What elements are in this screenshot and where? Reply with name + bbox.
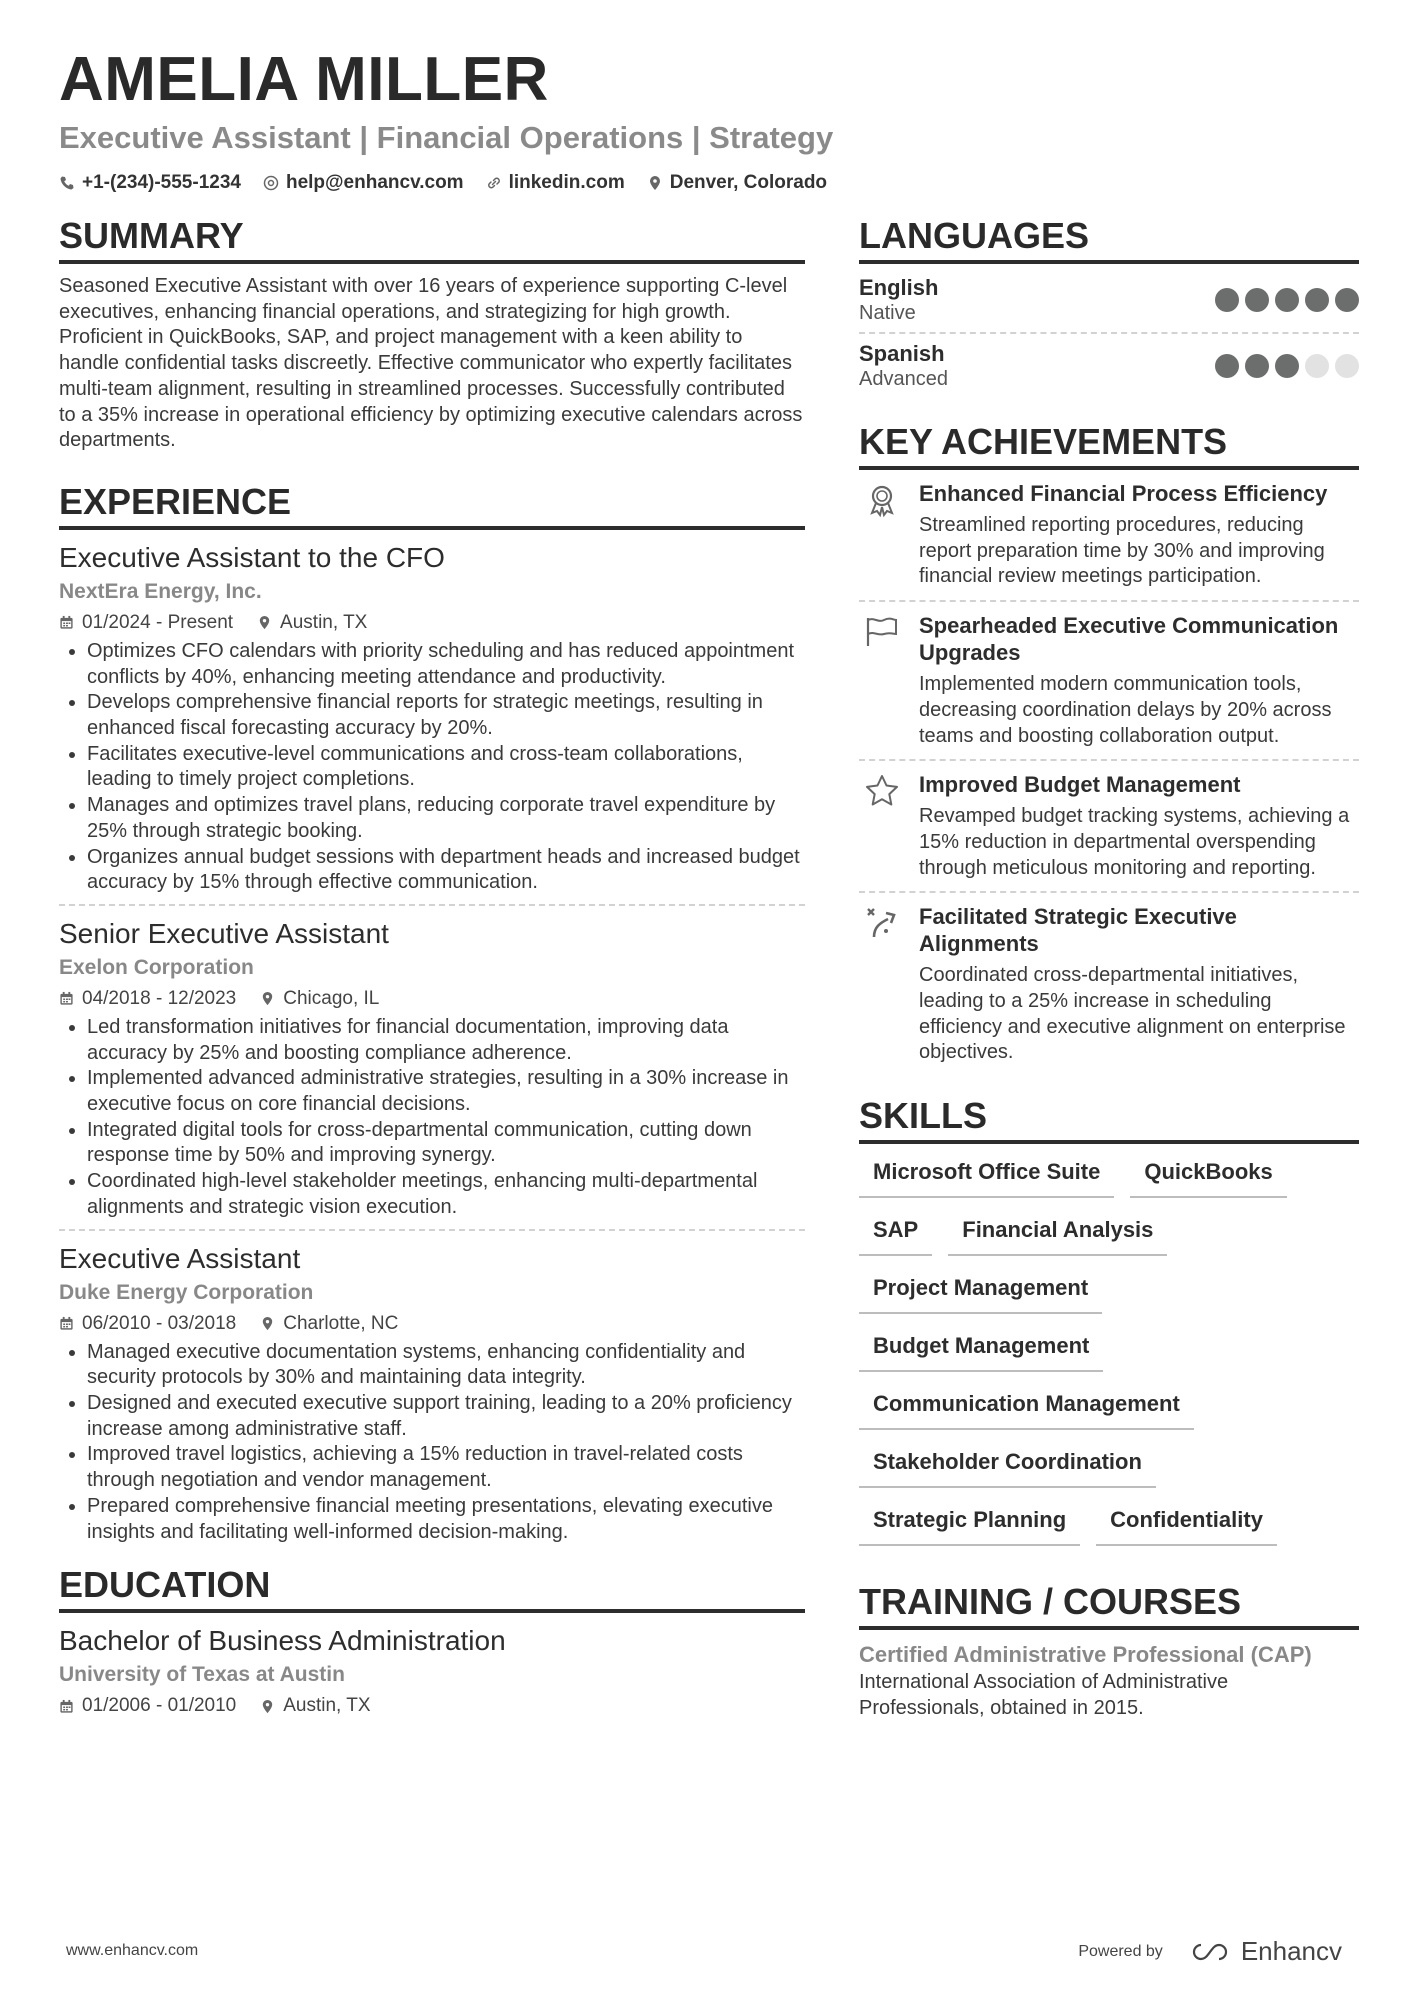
job-location xyxy=(257,609,367,637)
skill-tag: Strategic Planning xyxy=(859,1502,1080,1546)
job-entry xyxy=(59,1241,805,1554)
rating-dot-filled xyxy=(1305,288,1329,312)
rating-dot-empty xyxy=(1335,354,1359,378)
location-pin-icon xyxy=(260,1699,275,1714)
job-location xyxy=(260,1310,398,1338)
course-text: International Association of Administrative Professionals, obtained in 2015. xyxy=(859,1671,1229,1719)
job-entry xyxy=(59,540,805,906)
language-level: Native xyxy=(859,302,916,324)
job-location-text: Austin, TX xyxy=(280,611,368,633)
job-bullet: • Organizes annual budget sessions with department heads and increased budget accuracy by 15% through effective communication. xyxy=(87,845,805,896)
achievement-item xyxy=(859,893,1359,1076)
job-bullet: • Coordinated high-level stakeholder meetings, enhancing multi-departmental alignments and strategic vision execution. xyxy=(87,1169,805,1220)
education-location xyxy=(260,1692,370,1720)
education-heading: EDUCATION xyxy=(59,1563,805,1613)
language-item xyxy=(859,334,1359,398)
achievement-title: Improved Budget Management xyxy=(919,772,1241,798)
skill-tag: Budget Management xyxy=(859,1328,1103,1372)
job-bullet: • Optimizes CFO calendars with priority scheduling and has reduced appointment conflicts by 40%, enhancing meeting attendance and productivity. xyxy=(87,639,805,690)
degree-title: Bachelor of Business Administration xyxy=(59,1625,506,1657)
job-bullet: • Improved travel logistics, achieving a 15% reduction in travel-related costs through negotiation and vendor management. xyxy=(87,1442,805,1493)
language-rating xyxy=(1215,354,1359,378)
job-dates-text: 04/2018 - 12/2023 xyxy=(82,987,237,1009)
left-column xyxy=(59,214,805,1720)
brand-name: Enhancv xyxy=(1240,1936,1342,1966)
company-name: Duke Energy Corporation xyxy=(59,1280,314,1304)
job-bullets xyxy=(59,1340,805,1546)
contact-location xyxy=(647,172,827,194)
school-name: University of Texas at Austin xyxy=(59,1663,345,1687)
language-item xyxy=(859,268,1359,334)
rating-dot-empty xyxy=(1305,354,1329,378)
education-section xyxy=(59,1563,805,1720)
job-dates-text: 01/2024 - Present xyxy=(82,611,234,633)
job-meta xyxy=(59,985,805,1013)
job-bullet: • Prepared comprehensive financial meeting presentations, elevating executive insights and facilitating well-informed decision-making. xyxy=(87,1494,805,1545)
achievement-title: Enhanced Financial Process Efficiency xyxy=(919,481,1328,506)
email-text: help@enhancv.com xyxy=(285,172,464,193)
job-bullet: • Develops comprehensive financial reports for strategic meetings, resulting in enhanced fiscal forecasting accuracy by 20%. xyxy=(87,690,805,741)
calendar-icon xyxy=(59,615,74,630)
achievement-icon-wrap xyxy=(859,771,905,881)
flag-icon xyxy=(864,614,900,650)
skill-tag: Project Management xyxy=(859,1270,1102,1314)
job-bullet: • Manages and optimizes travel plans, reducing corporate travel expenditure by 25% through strategic booking. xyxy=(87,793,805,844)
location-pin-icon xyxy=(257,615,272,630)
course-title: Certified Administrative Professional (CAP) xyxy=(859,1642,1312,1668)
achievement-item xyxy=(859,470,1359,602)
contact-bar xyxy=(59,172,1359,194)
education-location-text: Austin, TX xyxy=(283,1695,371,1717)
award-ribbon-icon xyxy=(864,482,900,518)
rating-dot-filled xyxy=(1275,354,1299,378)
job-entry xyxy=(59,916,805,1231)
location-text: Denver, Colorado xyxy=(669,172,828,193)
company-name: Exelon Corporation xyxy=(59,955,254,979)
job-dates-text: 06/2010 - 03/2018 xyxy=(82,1312,237,1334)
achievement-text: Streamlined reporting procedures, reducing report preparation time by 30% and improving financial review meetings participation. xyxy=(919,514,1325,588)
job-location-text: Chicago, IL xyxy=(283,987,380,1009)
skill-tag: Financial Analysis xyxy=(948,1212,1167,1256)
enhancv-logo[interactable] xyxy=(1187,1936,1342,1967)
languages-section xyxy=(859,214,1359,398)
achievement-icon-wrap xyxy=(859,612,905,749)
language-level: Advanced xyxy=(859,368,948,390)
languages-heading: LANGUAGES xyxy=(859,214,1359,264)
job-bullet: • Implemented advanced administrative strategies, resulting in a 30% increase in executive focus on core financial decisions. xyxy=(87,1066,805,1117)
achievement-item xyxy=(859,602,1359,761)
job-bullet: • Designed and executed executive support training, leading to a 20% proficiency increase among administrative staff. xyxy=(87,1391,805,1442)
job-location xyxy=(260,985,379,1013)
summary-text: Seasoned Executive Assistant with over 16 years of experience supporting C-level executives, enhancing financial operations, and strategizing for high growth. Proficient in QuickBooks, SAP, and project management with a keen ability to handle confidential tasks discreetly. Effective communicator who expertly facilitates multi-team alignment, resulting in streamlined processes. Successfully contributed to a 35% increase in operational efficiency by optimizing executive calendars across departments. xyxy=(59,275,803,452)
job-bullet: • Led transformation initiatives for financial documentation, improving data accuracy by 25% and boosting compliance adherence. xyxy=(87,1015,805,1066)
language-name: English xyxy=(859,275,939,300)
rating-dot-filled xyxy=(1215,354,1239,378)
phone-text: +1-(234)-555-1234 xyxy=(82,172,241,193)
linkedin-text: linkedin.com xyxy=(508,172,625,193)
skill-tag: QuickBooks xyxy=(1130,1154,1286,1198)
location-pin-icon xyxy=(260,1316,275,1331)
location-pin-icon xyxy=(647,175,663,191)
achievement-icon-wrap xyxy=(859,480,905,590)
job-title: Executive Assistant xyxy=(59,1242,301,1274)
summary-heading: SUMMARY xyxy=(59,214,805,264)
achievements-heading: KEY ACHIEVEMENTS xyxy=(859,420,1359,470)
job-dates xyxy=(59,1310,236,1338)
contact-phone[interactable] xyxy=(59,172,241,194)
footer-website[interactable]: www.enhancv.com xyxy=(66,1942,199,1959)
achievement-text: Implemented modern communication tools, decreasing coordination delays by 20% across teams and boosting collaboration output. xyxy=(919,673,1332,747)
skill-tag: Stakeholder Coordination xyxy=(859,1444,1156,1488)
job-bullets xyxy=(59,639,805,896)
education-dates xyxy=(59,1692,236,1720)
job-meta xyxy=(59,609,805,637)
job-bullet: • Facilitates executive-level communications and cross-team collaborations, leading to timely project completions. xyxy=(87,742,805,793)
job-bullets xyxy=(59,1015,805,1221)
rating-dot-filled xyxy=(1245,354,1269,378)
powered-by-text: Powered by xyxy=(1078,1942,1163,1960)
education-dates-text: 01/2006 - 01/2010 xyxy=(82,1695,237,1717)
skill-tag: Microsoft Office Suite xyxy=(859,1154,1114,1198)
job-dates xyxy=(59,985,236,1013)
candidate-name: AMELIA MILLER xyxy=(59,45,549,114)
job-title: Senior Executive Assistant xyxy=(59,917,389,949)
achievement-icon-wrap xyxy=(859,903,905,1066)
phone-icon xyxy=(59,175,75,191)
achievements-section xyxy=(859,420,1359,1076)
experience-heading: EXPERIENCE xyxy=(59,480,805,530)
job-dates xyxy=(59,609,233,637)
at-icon xyxy=(263,175,279,191)
language-name: Spanish xyxy=(859,341,945,366)
job-meta xyxy=(59,1310,805,1338)
job-bullet: • Managed executive documentation systems, enhancing confidentiality and security protocols by 30% and maintaining data integrity. xyxy=(87,1340,805,1391)
rating-dot-filled xyxy=(1245,288,1269,312)
training-section xyxy=(859,1580,1359,1721)
skill-tag: Communication Management xyxy=(859,1386,1194,1430)
job-title: Executive Assistant to the CFO xyxy=(59,541,445,573)
headline: Executive Assistant | Financial Operations | Strategy xyxy=(59,120,834,155)
calendar-icon xyxy=(59,1316,74,1331)
education-meta xyxy=(59,1692,805,1720)
job-location-text: Charlotte, NC xyxy=(283,1312,399,1334)
achievement-item xyxy=(859,761,1359,893)
language-rating xyxy=(1215,288,1359,312)
skills-section xyxy=(859,1094,1359,1546)
skills-heading: SKILLS xyxy=(859,1094,1359,1144)
resume-header xyxy=(59,44,1359,194)
contact-linkedin[interactable] xyxy=(486,172,625,194)
enhancv-logo-icon xyxy=(1187,1940,1233,1964)
skill-tag: Confidentiality xyxy=(1096,1502,1277,1546)
link-icon xyxy=(486,175,502,191)
strategy-path-icon xyxy=(864,905,900,941)
rating-dot-filled xyxy=(1335,288,1359,312)
right-column xyxy=(859,214,1359,1722)
calendar-icon xyxy=(59,991,74,1006)
company-name: NextEra Energy, Inc. xyxy=(59,579,262,603)
summary-section xyxy=(59,214,805,454)
experience-section xyxy=(59,480,805,1553)
rating-dot-filled xyxy=(1275,288,1299,312)
star-icon xyxy=(864,773,900,809)
footer-branding xyxy=(1078,1936,1342,1967)
achievement-text: Revamped budget tracking systems, achieving a 15% reduction in departmental overspending through meticulous monitoring and reporting. xyxy=(919,805,1350,879)
achievement-title: Spearheaded Executive Communication Upgrades xyxy=(919,613,1339,666)
contact-email[interactable] xyxy=(263,172,464,194)
job-bullet: • Integrated digital tools for cross-departmental communication, cutting down response time by 50% and improving synergy. xyxy=(87,1118,805,1169)
rating-dot-filled xyxy=(1215,288,1239,312)
training-heading: TRAINING / COURSES xyxy=(859,1580,1359,1630)
achievement-text: Coordinated cross-departmental initiatives, leading to a 25% increase in scheduling efficiency and executive alignment on enterprise objectives. xyxy=(919,964,1346,1064)
achievement-title: Facilitated Strategic Executive Alignments xyxy=(919,904,1237,957)
calendar-icon xyxy=(59,1699,74,1714)
location-pin-icon xyxy=(260,991,275,1006)
skill-tag: SAP xyxy=(859,1212,932,1256)
skills-list xyxy=(859,1154,1359,1546)
